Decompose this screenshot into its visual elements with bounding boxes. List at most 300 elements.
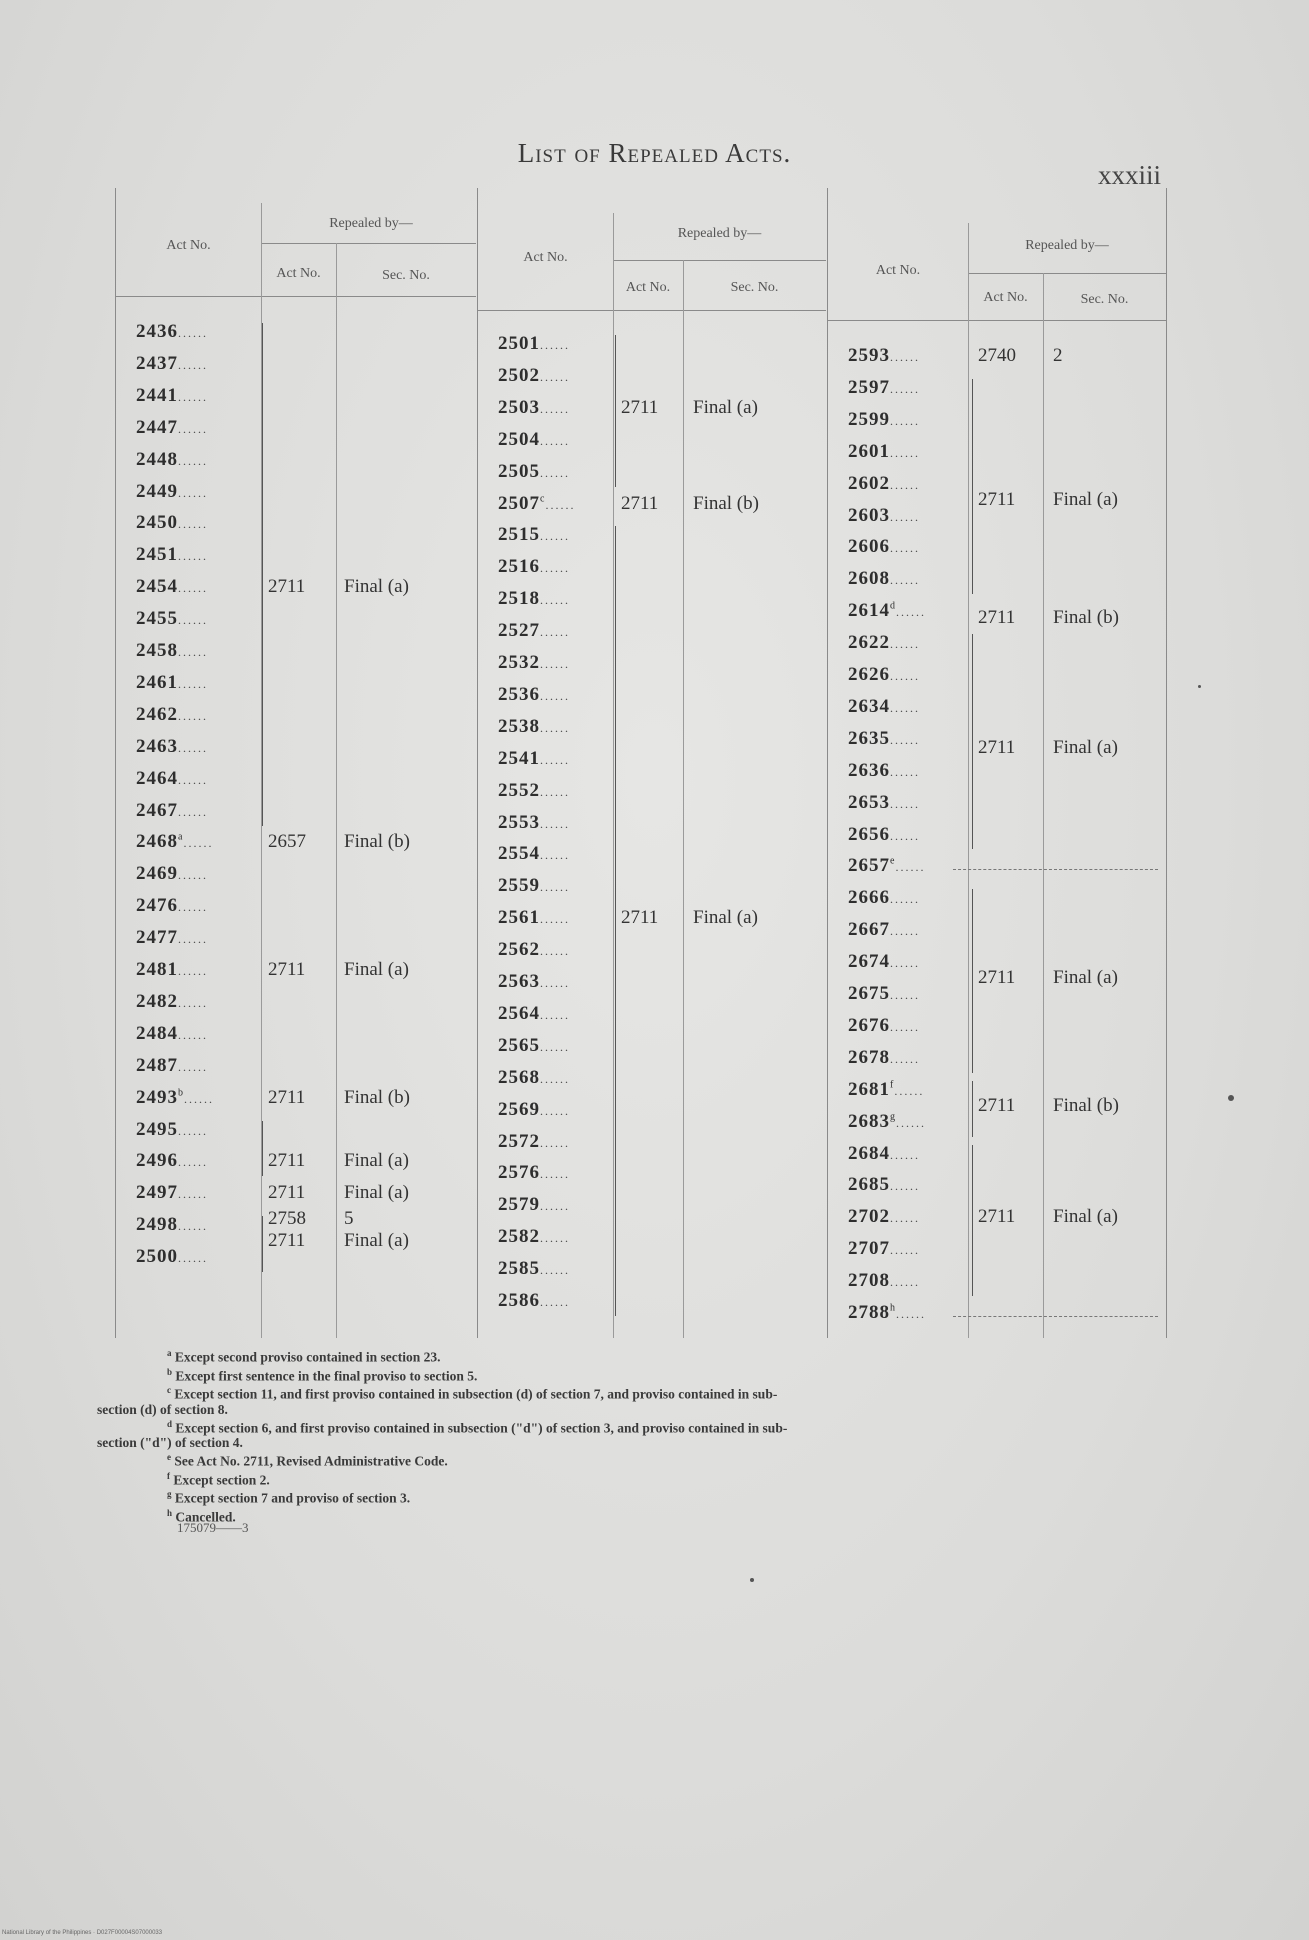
leader-dots: ...... (178, 995, 208, 1010)
footnote-text: Except section 11, and first proviso contained in subsection (d) of section 7, and proviso contained in sub- (174, 1386, 778, 1402)
leader-dots: ...... (540, 976, 570, 990)
act-number (848, 919, 920, 941)
header-repealed-by: Repealed by— (677, 226, 762, 241)
footnote-text: section (d) of section 8. (97, 1401, 228, 1417)
footnote-line (97, 1450, 1217, 1469)
act-number-value: 2576 (498, 1162, 540, 1184)
repealing-act: 2711 (978, 1094, 1016, 1116)
act-number-value: 2454 (136, 576, 178, 598)
act-number (498, 939, 570, 961)
repealed-acts-table (115, 188, 1165, 1338)
grouping-brace (615, 526, 616, 1316)
leader-dots: ...... (540, 465, 570, 480)
footnote-text: Except section 2. (173, 1472, 270, 1487)
repealing-section: 5 (344, 1207, 354, 1229)
leader-dots: ...... (178, 740, 208, 755)
act-number (848, 664, 920, 686)
act-number (136, 736, 208, 758)
footnote-text: Except first sentence in the final proviso to section 5. (175, 1368, 478, 1383)
act-number (848, 536, 920, 558)
act-number-value: 2569 (498, 1098, 540, 1120)
act-number-value: 2601 (848, 440, 890, 462)
leader-dots: ...... (178, 1219, 208, 1234)
act-number (498, 843, 570, 865)
column-divider (1043, 273, 1044, 1338)
act-number-value: 2579 (498, 1194, 540, 1216)
act-number-value: 2468 (136, 831, 178, 853)
act-number-value: 2559 (498, 875, 540, 897)
act-number (848, 1206, 920, 1228)
act-number-value: 2462 (136, 703, 178, 725)
act-number-value: 2702 (848, 1206, 890, 1228)
act-number (498, 971, 570, 993)
footnote-marker: e (890, 856, 896, 868)
header-rule (968, 273, 1166, 274)
act-number-value: 2603 (848, 504, 890, 526)
page-title: List of Repealed Acts. (517, 138, 792, 168)
leader-dots: ...... (540, 1103, 570, 1118)
repealing-section: Final (b) (693, 492, 759, 514)
act-number-value: 2515 (498, 524, 540, 546)
act-number (848, 1270, 920, 1292)
leader-dots: ...... (540, 1039, 570, 1054)
leader-dots: ...... (890, 732, 920, 747)
leader-dots: ...... (540, 593, 570, 608)
leader-dots: ...... (178, 1251, 208, 1266)
grouping-brace (262, 1121, 263, 1177)
leader-dots: ...... (890, 413, 920, 428)
act-number-value: 2572 (498, 1130, 540, 1152)
leader-dots: ...... (540, 752, 570, 767)
column-divider (613, 213, 614, 1338)
act-number-value: 2497 (136, 1182, 178, 1204)
act-number (136, 1087, 214, 1109)
act-number (498, 1290, 570, 1312)
leader-dots: ...... (540, 433, 570, 448)
act-number-value: 2708 (848, 1270, 890, 1292)
leader-dots: ...... (178, 645, 208, 659)
paper-speck (1198, 685, 1201, 688)
act-number-value: 2498 (136, 1214, 178, 1236)
leader-dots: ...... (894, 1083, 925, 1098)
act-number-value: 2532 (498, 652, 540, 673)
leader-dots: ...... (896, 605, 926, 620)
act-number-value: 2563 (498, 971, 540, 992)
act-number (848, 1111, 926, 1133)
repealing-section: Final (a) (344, 1150, 409, 1172)
page-number: xxxiii (1098, 160, 1162, 190)
leader-dots: ...... (540, 1295, 570, 1309)
leader-dots: ...... (178, 804, 208, 819)
act-number (498, 1226, 570, 1248)
header-bottom-rule (828, 320, 1166, 321)
repealing-act: 2711 (978, 606, 1016, 628)
act-number (498, 429, 570, 451)
leader-dots: ...... (540, 720, 570, 735)
footnote-text: Except section 7 and proviso of section 3. (174, 1490, 411, 1506)
act-number (498, 907, 570, 929)
header-bottom-rule (116, 296, 476, 297)
leader-dots: ...... (540, 657, 570, 671)
act-number-value: 2635 (848, 727, 890, 749)
act-number-value: 2683 (848, 1110, 890, 1132)
act-number (136, 608, 208, 630)
act-number-value: 2503 (498, 396, 540, 418)
leader-dots: ...... (540, 369, 570, 384)
repealing-act: 2711 (621, 492, 659, 514)
act-number (848, 1302, 926, 1324)
repealing-act: 2657 (268, 831, 306, 853)
leader-dots: ...... (178, 453, 208, 468)
act-number (498, 812, 570, 834)
leader-dots: ...... (178, 1187, 208, 1202)
leader-dots: ...... (890, 924, 920, 939)
act-number-value: 2502 (498, 364, 540, 386)
act-number-value: 2676 (848, 1014, 890, 1036)
leader-dots: ...... (178, 421, 208, 436)
leader-dots: ...... (540, 816, 570, 831)
repealing-section: Final (b) (344, 1086, 410, 1108)
repealing-section: Final (a) (693, 907, 758, 929)
leader-dots: ...... (890, 1147, 920, 1162)
act-number-value: 2448 (136, 448, 178, 470)
act-number (848, 1238, 920, 1260)
act-number (498, 524, 570, 546)
act-number-value: 2505 (498, 460, 540, 482)
leader-dots: ...... (890, 477, 920, 492)
leader-dots: ...... (540, 338, 570, 352)
leader-dots: ...... (540, 1135, 570, 1150)
act-number (136, 991, 208, 1013)
act-number (848, 951, 920, 973)
header-act-no: Act No. (166, 238, 211, 253)
act-number-value: 2553 (498, 811, 540, 833)
act-number-value: 2562 (498, 939, 540, 961)
act-number-value: 2552 (498, 779, 540, 801)
act-number (848, 887, 920, 909)
act-number (498, 1131, 570, 1153)
library-credit: National Library of the Philippines · D027F00004S07000033 (2, 1930, 163, 1936)
act-number (848, 728, 920, 750)
act-number-value: 2606 (848, 536, 890, 558)
act-number-value: 2487 (136, 1054, 178, 1076)
leader-dots: ...... (178, 389, 208, 404)
act-number-value: 2599 (848, 408, 890, 430)
act-number (498, 333, 570, 355)
header-rep-act-no: Act No. (276, 266, 321, 281)
leader-dots: ...... (540, 1071, 570, 1086)
leader-dots: ...... (890, 350, 920, 364)
act-number (498, 684, 570, 706)
act-number-value: 2449 (136, 480, 178, 502)
act-number-value: 2597 (848, 376, 890, 398)
leader-dots: ...... (540, 784, 570, 799)
repealing-section: Final (a) (1053, 967, 1118, 989)
act-number (848, 983, 920, 1005)
leader-dots: ...... (890, 828, 920, 843)
leader-dots: ...... (890, 1243, 920, 1258)
footnote-marker: f (167, 1470, 170, 1481)
act-number (848, 632, 920, 654)
header-act-no: Act No. (523, 250, 568, 265)
leader-dots: ...... (890, 1211, 920, 1226)
footnote-line (97, 1506, 1217, 1525)
act-number (498, 461, 570, 483)
table-column-3 (827, 188, 1167, 1338)
act-number (498, 493, 575, 515)
act-number (136, 481, 208, 503)
footnote-line (97, 1402, 1217, 1417)
act-number-value: 2554 (498, 843, 540, 865)
dashed-entry-line (953, 1316, 1158, 1317)
repealing-act: 2711 (268, 959, 306, 980)
act-number (136, 800, 208, 822)
leader-dots: ...... (178, 772, 208, 787)
act-number-value: 2585 (498, 1258, 540, 1280)
leader-dots: ...... (178, 1155, 208, 1170)
act-number-value: 2657 (848, 855, 890, 877)
leader-dots: ...... (890, 988, 920, 1002)
act-number-value: 2477 (136, 927, 178, 949)
leader-dots: ...... (890, 573, 920, 588)
act-number-value: 2455 (136, 608, 178, 630)
header-sec-no: Sec. No. (382, 268, 430, 283)
footnote-marker: g (890, 1111, 896, 1123)
leader-dots: ...... (890, 1179, 920, 1194)
act-number (498, 1162, 570, 1184)
leader-dots: ...... (540, 529, 570, 544)
act-number-value: 2666 (848, 887, 890, 909)
footnote-line (97, 1383, 1217, 1402)
repealing-section: Final (a) (1053, 737, 1118, 759)
act-number (498, 1003, 570, 1025)
footnote-marker: f (890, 1079, 895, 1091)
act-number-value: 2501 (498, 333, 540, 354)
print-code: 175079——3 (177, 1520, 249, 1535)
leader-dots: ...... (896, 1307, 926, 1321)
act-number (136, 353, 208, 375)
leader-dots: ...... (890, 764, 920, 779)
act-number-value: 2461 (136, 671, 178, 693)
leader-dots: ...... (178, 1027, 208, 1042)
repealing-act: 2711 (978, 737, 1016, 759)
act-number (498, 716, 570, 738)
act-number (136, 321, 208, 343)
act-number (136, 895, 208, 917)
act-number (848, 1047, 920, 1069)
grouping-brace (972, 1081, 973, 1137)
act-number (136, 863, 208, 885)
act-number (498, 1258, 570, 1280)
act-number (848, 441, 920, 463)
act-number-value: 2622 (848, 632, 890, 654)
leader-dots: ...... (178, 708, 208, 723)
act-number-value: 2788 (848, 1302, 890, 1323)
leader-dots: ...... (178, 613, 208, 628)
act-number (848, 696, 920, 718)
act-number-value: 2565 (498, 1034, 540, 1056)
leader-dots: ...... (540, 912, 570, 927)
act-number-value: 2495 (136, 1118, 178, 1140)
act-number-value: 2507 (498, 492, 540, 514)
repealing-act: 2711 (978, 967, 1016, 989)
header-sec-no: Sec. No. (730, 280, 779, 295)
leader-dots: ...... (890, 956, 920, 971)
leader-dots: ...... (540, 1167, 570, 1182)
repealing-act: 2758 (268, 1207, 306, 1229)
leader-dots: ...... (183, 836, 214, 851)
leader-dots: ...... (178, 1123, 208, 1138)
footnote-line (97, 1365, 1217, 1384)
act-number-value: 2538 (498, 715, 540, 737)
repealing-act: 2711 (268, 1150, 306, 1172)
leader-dots: ...... (184, 1091, 214, 1106)
act-number (848, 505, 920, 527)
grouping-brace (972, 379, 973, 594)
leader-dots: ...... (890, 796, 920, 811)
act-number-value: 2504 (498, 428, 540, 450)
act-number-value: 2493 (136, 1086, 178, 1108)
header-repealed-by: Repealed by— (1025, 238, 1109, 253)
grouping-brace (972, 1145, 973, 1297)
act-number-value: 2674 (848, 951, 890, 973)
leader-dots: ...... (890, 445, 920, 460)
act-number-value: 2685 (848, 1174, 890, 1196)
act-number (848, 409, 920, 431)
act-number (848, 345, 920, 367)
leader-dots: ...... (178, 549, 208, 564)
leader-dots: ...... (178, 932, 208, 947)
act-number (848, 1015, 920, 1037)
column-divider (336, 243, 337, 1338)
repealing-section: Final (b) (1053, 606, 1119, 628)
grouping-brace (972, 889, 973, 1073)
act-number-value: 2441 (136, 384, 178, 406)
act-number (498, 397, 570, 419)
act-number (136, 1150, 208, 1172)
paper-speck (750, 1578, 754, 1582)
act-number (848, 377, 920, 399)
footnote-marker: d (890, 600, 896, 612)
footnote-text: Except section 6, and first proviso contained in subsection ("d") of section 3, and proviso contained in sub- (175, 1420, 788, 1435)
repealing-section: Final (a) (1053, 1206, 1118, 1228)
act-number-value: 2458 (136, 640, 178, 661)
act-number-value: 2626 (848, 664, 890, 685)
act-number-value: 2678 (848, 1046, 890, 1068)
leader-dots: ...... (178, 357, 208, 372)
leader-dots: ...... (540, 1199, 570, 1214)
leader-dots: ...... (178, 326, 208, 340)
act-number (136, 704, 208, 726)
act-number-value: 2561 (498, 907, 540, 929)
footnotes (97, 1346, 1217, 1524)
act-number (848, 760, 920, 782)
act-number (498, 652, 570, 674)
leader-dots: ...... (540, 848, 570, 863)
header-repealed-by: Repealed by— (329, 216, 413, 231)
repealing-section: Final (b) (344, 831, 410, 853)
leader-dots: ...... (890, 509, 920, 524)
act-number-value: 2684 (848, 1142, 890, 1164)
act-number-value: 2464 (136, 767, 178, 789)
act-number (136, 640, 208, 662)
leader-dots: ...... (890, 1019, 920, 1034)
leader-dots: ...... (890, 892, 920, 907)
act-number (498, 1035, 570, 1057)
table-column-1 (115, 188, 476, 1338)
act-number (498, 748, 570, 770)
act-number-value: 2636 (848, 759, 890, 781)
header-bottom-rule (478, 310, 826, 311)
act-number (848, 792, 920, 814)
leader-dots: ...... (890, 1051, 920, 1066)
repealing-section: Final (a) (693, 396, 758, 418)
paper-speck (1228, 1095, 1234, 1101)
act-number (136, 768, 208, 790)
act-number-value: 2467 (136, 799, 178, 821)
header-rep-act-no: Act No. (983, 290, 1028, 305)
leader-dots: ...... (890, 381, 920, 396)
act-number (136, 959, 208, 981)
act-number (136, 1055, 208, 1077)
grouping-brace (615, 335, 616, 487)
act-number (136, 544, 208, 566)
leader-dots: ...... (178, 964, 208, 978)
footnote-marker: a (167, 1348, 172, 1358)
act-number (136, 1182, 208, 1204)
act-number (136, 385, 208, 407)
act-number-value: 2484 (136, 1022, 178, 1044)
act-number (136, 417, 208, 439)
act-number (136, 831, 213, 853)
act-number (498, 620, 570, 642)
repealing-act: 2711 (621, 907, 659, 929)
act-number-value: 2541 (498, 747, 540, 769)
footnote-marker: d (167, 1418, 173, 1429)
act-number-value: 2653 (848, 791, 890, 813)
footnote-text: See Act No. 2711, Revised Administrative Code. (174, 1453, 448, 1469)
act-number-value: 2476 (136, 895, 178, 917)
leader-dots: ...... (545, 497, 576, 512)
leader-dots: ...... (895, 860, 926, 875)
act-number (136, 449, 208, 471)
footnote-marker: h (167, 1507, 173, 1518)
repealing-section: Final (a) (344, 1230, 409, 1252)
act-number-value: 2451 (136, 544, 178, 566)
act-number-value: 2447 (136, 416, 178, 438)
leader-dots: ...... (178, 517, 208, 532)
column-divider (683, 260, 684, 1338)
leader-dots: ...... (890, 541, 920, 556)
act-number (848, 600, 926, 622)
act-number-value: 2481 (136, 959, 178, 980)
act-number-value: 2586 (498, 1290, 540, 1311)
leader-dots: ...... (540, 880, 570, 895)
act-number-value: 2516 (498, 556, 540, 578)
header-rep-act-no: Act No. (625, 280, 671, 295)
repealing-act: 2711 (978, 488, 1016, 510)
act-number-value: 2667 (848, 919, 890, 941)
footnote-text: section ("d") of section 4. (97, 1435, 243, 1450)
act-number (136, 1119, 208, 1141)
leader-dots: ...... (178, 1059, 208, 1074)
footnote-marker: c (167, 1385, 171, 1395)
act-number (848, 1079, 924, 1101)
act-number-value: 2500 (136, 1246, 178, 1268)
leader-dots: ...... (178, 868, 208, 883)
footnote-marker: h (890, 1302, 896, 1314)
act-number-value: 2681 (848, 1078, 890, 1100)
